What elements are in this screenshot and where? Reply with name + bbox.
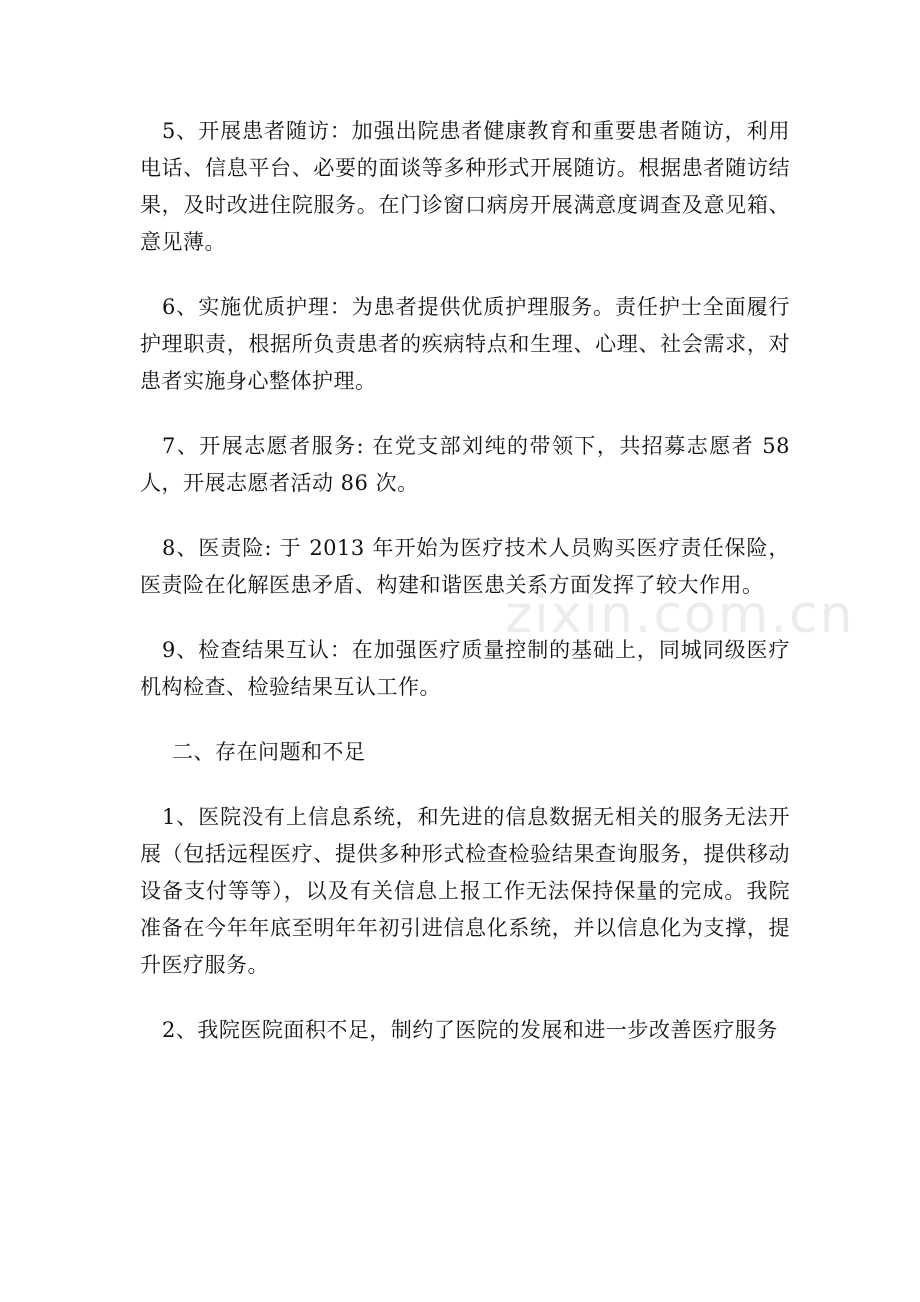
section-heading: 二、存在问题和不足 [172,740,366,764]
watermark: zixin.com.cn [505,585,855,645]
paragraph-item-9: 9、检查结果互认：在加强医疗质量控制的基础上，同城同级医疗机构检查、检验结果互认工作。 [140,638,790,699]
problem-item-2: 2、我院医院面积不足，制约了医院的发展和进一步改善医疗服务 [162,1018,778,1042]
paragraph-item-6: 6、实施优质护理：为患者提供优质护理服务。责任护士全面履行护理职责，根据所负责患者的疾病特点和生理、心理、社会需求，对患者实施身心整体护理。 [140,295,790,393]
paragraph-item-5: 5、开展患者随访：加强出院患者健康教育和重要患者随访，利用电话、信息平台、必要的面谈等多种形式开展随访。根据患者随访结果，及时改进住院服务。在门诊窗口病房开展满意度调查及意见箱、意见薄。 [140,119,790,254]
paragraph-item-7: 7、开展志愿者服务: 在党支部刘纯的带领下，共招募志愿者 58 人，开展志愿者活动 86 次。 [140,434,790,495]
problem-item-1: 1、医院没有上信息系统，和先进的信息数据无相关的服务无法开展（包括远程医疗、提供多种形式检查检验结果查询服务，提供移动设备支付等等），以及有关信息上报工作无法保持保量的完成。我院准备在今年年底至明年年初引进信息化系统，并以信息化为支撑，提升医疗服务。 [140,805,790,977]
paragraph-item-8: 8、医责险: 于 2013 年开始为医疗技术人员购买医疗责任保险，医责险在化解医患矛盾、构建和谐医患关系方面发挥了较大作用。 [140,536,790,597]
